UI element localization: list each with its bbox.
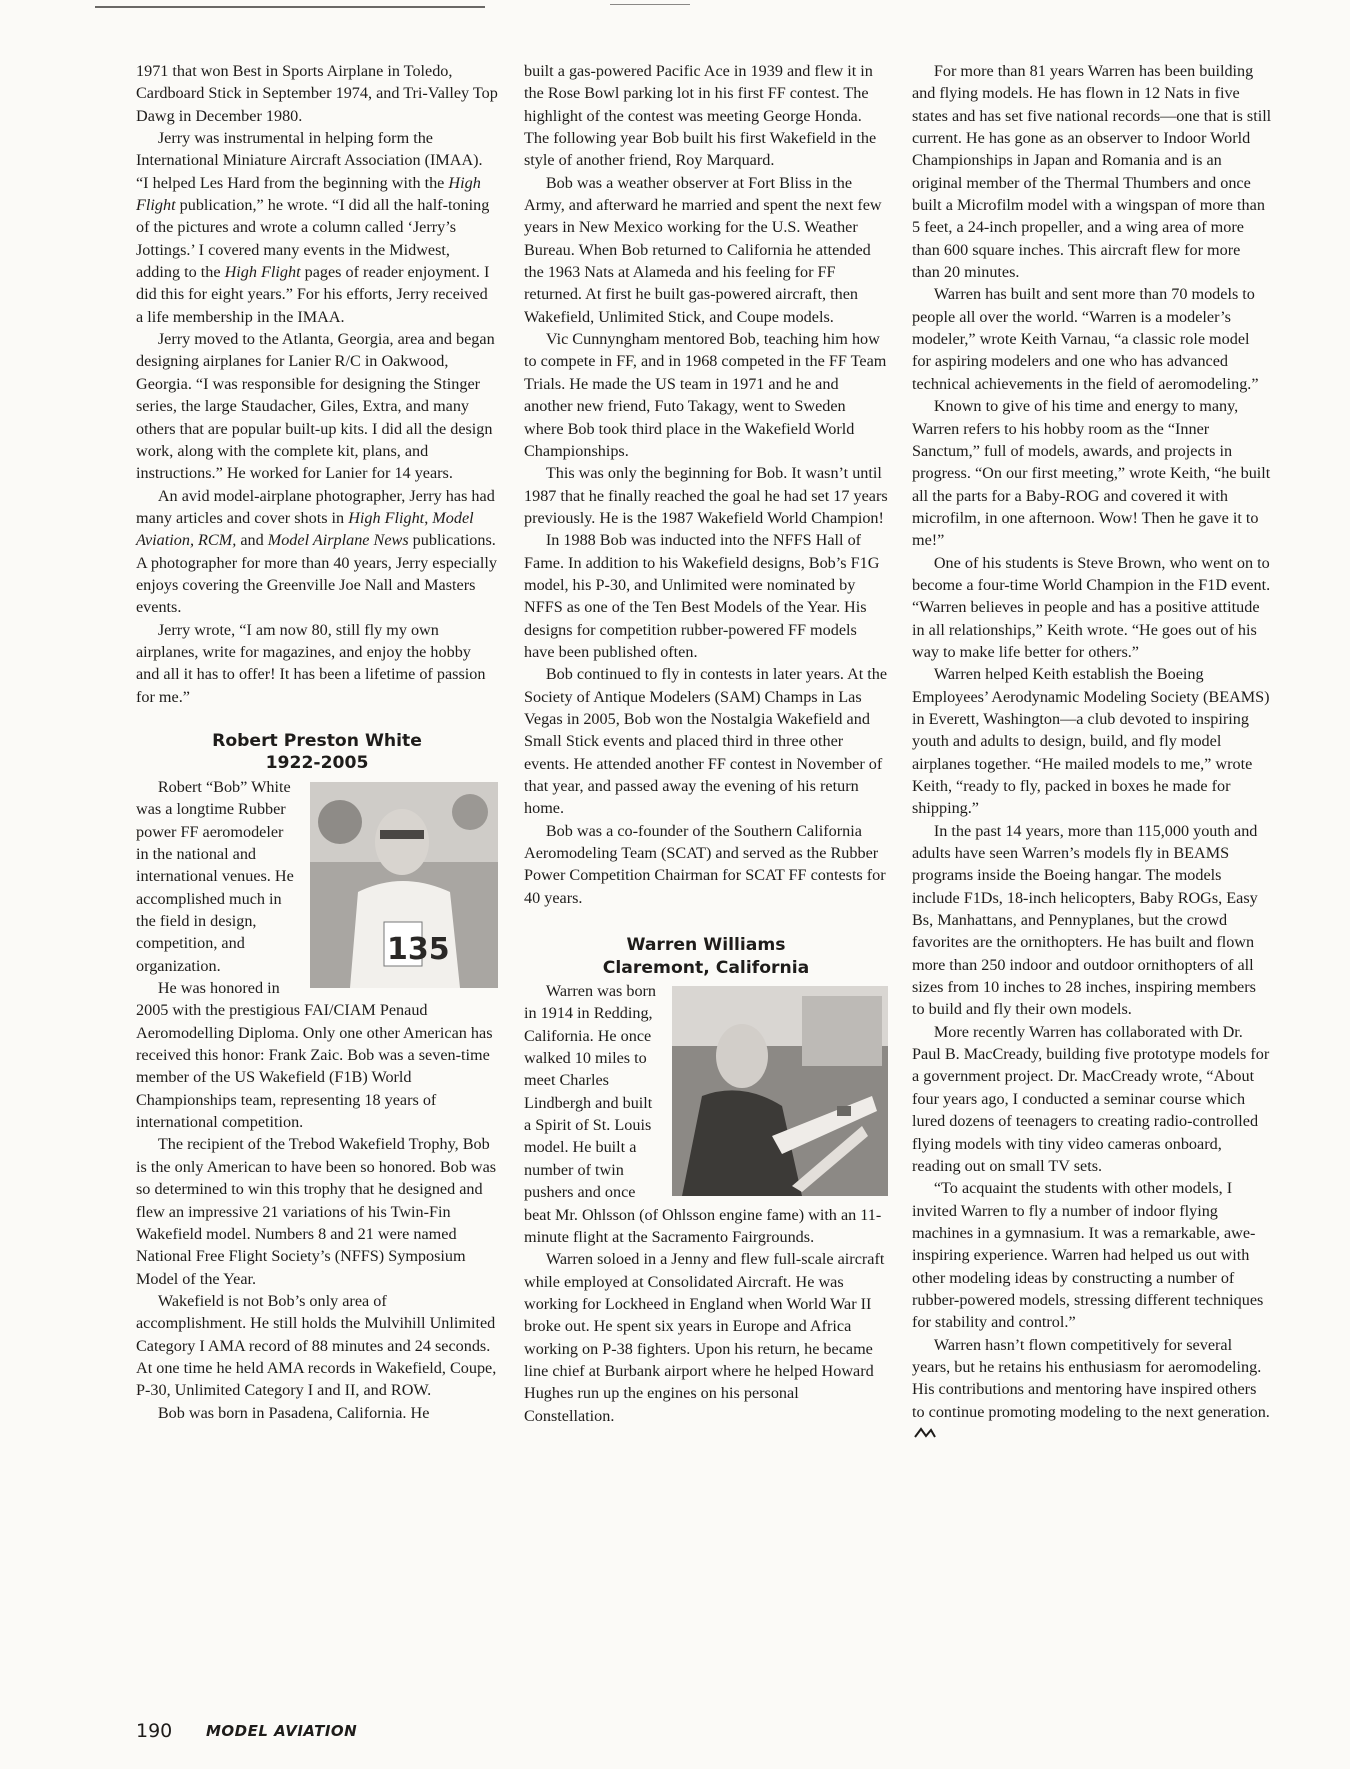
text-run: pages of reader enjoyment. I did this for eight years.” For his efforts, Jerry received a life membership in the IMAA. [136, 263, 490, 326]
paragraph: Warren helped Keith establish the Boeing Employees’ Aerodynamic Modeling Society (BEAMS) in Everett, Washington—a club devoted to inspiring youth and adults to design, build, and fly model airplanes together. “He mailed models to me,” wrote Keith, “ready to fly, packed in boxes he made for shipping.” [912, 665, 1270, 818]
page-number: 190 [136, 1720, 173, 1742]
paragraph: Vic Cunnyngham mentored Bob, teaching him how to compete in FF, and in 1968 competed in the FF Team Trials. He made the US team in 1971 and he and another new friend, Futo Takagy, went to Sweden where Bob took third place in the Wakefield World Championships. [524, 330, 887, 460]
paragraph: Jerry wrote, “I am now 80, still fly my own airplanes, write for magazines, and enjoy the hobby and all it has to offer! It has been a lifetime of passion for me.” [136, 620, 486, 706]
paragraph: “To acquaint the students with other models, I invited Warren to fly a number of indoor flying machines in a gymnasium. It was a remarkable, awe-inspiring experience. Warren had helped us out with other modeling ideas by constructing a number of rubber-powered models, stressing different techniques for stability and control.” [912, 1179, 1264, 1332]
publication-title: Model Airplane News [267, 531, 409, 550]
paragraph: Bob was born in Pasadena, California. He [157, 1403, 430, 1422]
heading-name: Robert Preston White [212, 730, 422, 751]
paragraph: Wakefield is not Bob’s only area of accomplishment. He still holds the Mulvihill Unlimited Category I AMA record of 88 minutes and 24 seconds. At one time he held AMA records in Wakefield, Coupe, P-30, Unlimited Category I and II, and ROW. [136, 1291, 497, 1400]
paragraph: The recipient of the Trebod Wakefield Trophy, Bob is the only American to have been so honored. Bob was so determined to win this trophy that he designed and flew an impressive 21 variations of his Twin-Fin Wakefield model. Numbers 8 and 21 were named National Free Flight Society’s (NFFS) Symposium Model of the Year. [136, 1135, 497, 1288]
publication-title: High Flight [224, 263, 301, 282]
publication-title: High Flight [348, 508, 425, 527]
section-heading-white [136, 730, 498, 775]
page-footer [136, 1720, 358, 1743]
text-run: Warren hasn’t flown competitively for several years, but he retains his enthusiasm for aeromodeling. His contributions and mentoring have inspired others to continue promoting modeling to the next generation. [912, 1335, 1270, 1421]
text-run: publication,” he wrote. “I did all the half-toning of the pictures and wrote a column called ‘Jerry’s Jottings.’ I covered many events in the Midwest, adding to the [136, 196, 490, 282]
paragraph: This was only the beginning for Bob. It wasn’t until 1987 that he finally reached the goal he had set 17 years previously. He is the 1987 Wakefield World Champion! [524, 464, 888, 527]
paragraph: Robert “Bob” White was a longtime Rubber power FF aeromodeler in the national and international venues. He accomplished much in the field in design, competition, and organization. [136, 777, 294, 975]
column-right [912, 60, 1272, 1445]
paragraph: Bob was a co-founder of the Southern California Aeromodeling Team (SCAT) and served as the Rubber Power Competition Chairman for SCAT FF contests for 40 years. [524, 821, 886, 907]
heading-place: Claremont, California [602, 957, 810, 978]
text-run: Jerry was instrumental in helping form the International Miniature Aircraft Association (IMAA). “I helped Les Hard from the beginning with the [136, 129, 483, 192]
paragraph: Warren was born in 1914 in Redding, California. He once walked 10 miles to meet Charles Lindbergh and built a Spirit of St. Louis model. He built a number of twin pushers and once beat Mr. Ohlsson (of Ohlsson engine fame) with an 11-minute flight at the Sacramento Fairgrounds. [524, 982, 882, 1246]
paragraph: In 1988 Bob was inducted into the NFFS Hall of Fame. In addition to his Wakefield designs, Bob’s F1G model, his P-30, and Unlimited were nominated by NFFS as one of the Ten Best Models of the Year. His designs for competition rubber-powered FF models have been published often. [524, 531, 880, 661]
paragraph: Known to give of his time and energy to many, Warren refers to his hobby room as the “Inner Sanctum,” full of models, awards, and projects in progress. “On our first meeting,” wrote Keith, “he built all the parts for a Baby-ROG and covered it with microfilm, in one afternoon. Wow! Then he gave it to me!” [912, 397, 1271, 550]
top-rule-short [610, 4, 690, 5]
paragraph: Bob continued to fly in contests in later years. At the Society of Antique Modelers (SAM) Champs in Las Vegas in 2005, Bob won the Nostalgia Wakefield and Small Stick events and placed third in three other events. He attended another FF contest in November of that year, and passed away the evening of his return home. [524, 665, 888, 818]
paragraph: 1971 that won Best in Sports Airplane in Toledo, Cardboard Stick in September 1974, and Tri-Valley Top Dawg in December 1980. [136, 62, 498, 125]
text-run: An avid model-airplane photographer, Jerry has had many articles and cover shots in [136, 486, 495, 527]
paragraph [136, 485, 498, 619]
publication-title: High Flight [136, 173, 481, 215]
column-left [136, 60, 498, 1424]
paragraph: He was honored in 2005 with the prestigious FAI/CIAM Penaud Aeromodelling Diploma. Only one other American has received this honor: Frank Zaic. Bob was a seven-time member of the US Wakefield (F1B) World Championships team, representing 18 years of international competition. [136, 979, 493, 1132]
paragraph: More recently Warren has collaborated with Dr. Paul B. MacCready, building five prototype models for a government project. Dr. MacCready wrote, “About four years ago, I conducted a seminar course which lured dozens of teenagers to creating radio-controlled flying models with tiny video cameras onboard, reading out on small TV sets. [912, 1022, 1270, 1175]
text-run: , [424, 508, 433, 527]
photo-number: 135 [387, 931, 450, 967]
paragraph: Bob was a weather observer at Fort Bliss in the Army, and afterward he married and spent the next few years in New Mexico working for the U.S. Weather Bureau. When Bob returned to California he attended the 1963 Nats at Alameda and his feeling for FF returned. At first he built gas-powered aircraft, then Wakefield, Unlimited Stick, and Coupe models. [524, 173, 882, 326]
paragraph: In the past 14 years, more than 115,000 youth and adults have seen Warren’s models fly in BEAMS programs inside the Boeing hangar. The models include F1Ds, 18-inch helicopters, Baby ROGs, Easy Bs, Manhattans, and Pennyplanes, but the crowd favorites are the ornithopters. He has built and flown more than 250 indoor and outdoor ornithopters of all sizes from 10 inches to 28 inches, inspiring members to build and fly their own models. [912, 821, 1258, 1019]
heading-name: Warren Williams [626, 935, 786, 956]
paragraph: built a gas-powered Pacific Ace in 1939 and flew it in the Rose Bowl parking lot in his first FF contest. The highlight of the contest was meeting George Honda. The following year Bob built his first Wakefield in the style of another friend, Roy Marquard. [524, 62, 877, 170]
photo-warren-williams [672, 986, 888, 1196]
magazine-name: MODEL AVIATION [206, 1722, 358, 1740]
end-mark-icon [914, 1427, 936, 1439]
column-middle [524, 60, 888, 1427]
paragraph: One of his students is Steve Brown, who went on to become a four-time World Champion in the F1D event. “Warren believes in people and has a positive attitude in all relationships,” Keith wrote. “He goes out of his way to make life better for others.” [912, 553, 1271, 661]
heading-years: 1922-2005 [265, 753, 369, 774]
paragraph [136, 127, 498, 328]
text-run: publications. A photographer for more than 40 years, Jerry especially enjoys covering the Greenville Joe Nall and Masters events. [136, 531, 497, 617]
photo-robert-white [310, 782, 498, 988]
paragraph [912, 1334, 1272, 1446]
paragraph: Warren has built and sent more than 70 models to people all over the world. “Warren is a modeler’s modeler,” wrote Keith Varnau, “a classic role model for aspiring modelers and one who has advanced technical achievements in the field of aeromodeling.” [912, 285, 1259, 393]
text-run: and [236, 531, 268, 550]
top-rule [95, 6, 485, 8]
paragraph: For more than 81 years Warren has been building and flying models. He has flown in 12 Nats in five states and has set five national records—one that is still current. He has gone as an observer to Indoor World Championships in Japan and Romania and is an original member of the Thermal Thumbers and once built a Microfilm model with a wingspan of more than 5 feet, a 24-inch propeller, and a wing area of more than 600 square inches. This aircraft flew for more than 20 minutes. [912, 62, 1272, 282]
publication-title: Model Aviation, RCM, [136, 508, 474, 550]
paragraph: Jerry moved to the Atlanta, Georgia, area and began designing airplanes for Lanier R/C in Oakwood, Georgia. “I was responsible for designing the Stinger series, the large Staudacher, Giles, Extra, and many others that are popular built-up kits. I did all the design work, along with the complete kit, plans, and instructions.” He worked for Lanier for 14 years. [136, 330, 495, 483]
section-heading-williams [524, 934, 888, 979]
paragraph: Warren soloed in a Jenny and flew full-scale aircraft while employed at Consolidated Aircraft. He was working for Lockheed in England when World War II broke out. He spent six years in Europe and Africa working on P-38 fighters. Upon his return, he became line chief at Burbank airport where he helped Howard Hughes run up the engines on his personal Constellation. [524, 1250, 885, 1425]
